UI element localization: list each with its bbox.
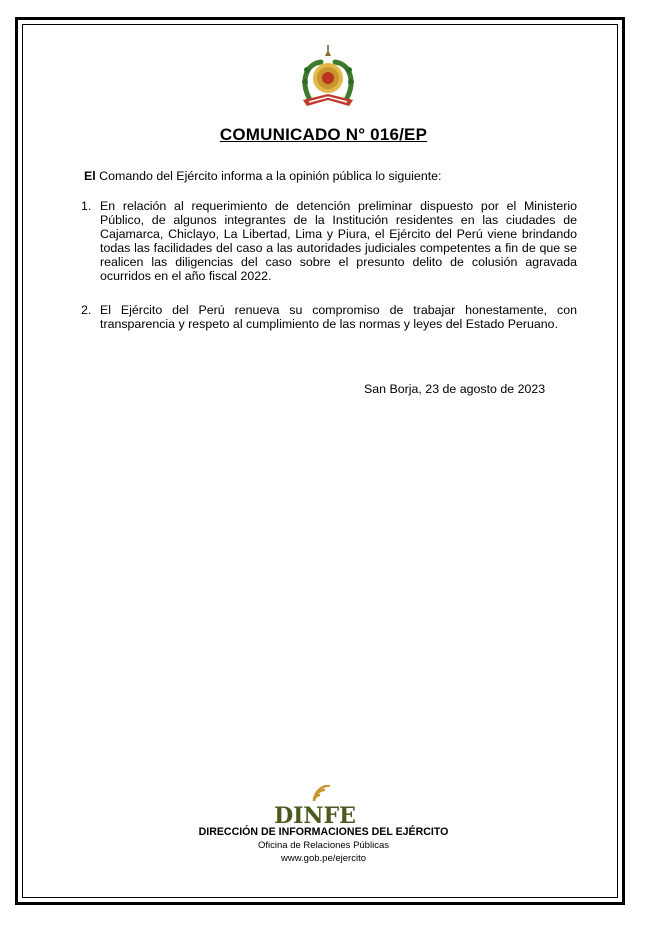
- list-item-number: 2.: [81, 303, 92, 317]
- organization-name: DIRECCIÓN DE INFORMACIONES DEL EJÉRCITO: [198, 826, 449, 838]
- intro-text: Comando del Ejército informa a la opinión pública lo siguiente:: [95, 169, 442, 183]
- date-line: San Borja, 23 de agosto de 2023: [364, 382, 546, 396]
- office-name: Oficina de Relaciones Públicas: [258, 840, 389, 851]
- list-item-text: El Ejército del Perú renueva su compromiso de trabajar honestamente, con transparencia y respeto al cumplimiento de las normas y leyes del Estado Peruano.: [100, 303, 577, 331]
- intro-paragraph: [84, 169, 441, 183]
- numbered-list: [81, 199, 577, 351]
- list-item-text: En relación al requerimiento de detención preliminar dispuesto por el Ministerio Público, de algunos integrantes de la Institución residentes en las ciudades de Cajamarca, Chiclayo, La Libertad, Lima y Piura, el Ejército del Perú viene brindando todas las facilidades del caso a las autoridades judiciales competentes a fin de que se realicen las diligencias del caso sobre el presunto delito de colusión agravada ocurridos en el año fiscal 2022.: [100, 199, 577, 283]
- website-text: www.gob.pe/ejercito: [280, 853, 367, 864]
- coat-of-arms-emblem: [293, 42, 363, 112]
- list-item: [81, 199, 577, 283]
- document-title: COMUNICADO N° 016/EP: [219, 125, 428, 144]
- intro-first-word: El: [84, 169, 96, 183]
- page-border-inner: [22, 24, 618, 898]
- dinfe-logo: [270, 785, 360, 827]
- dinfe-logo-text: DINFE: [274, 803, 356, 827]
- list-item: [81, 303, 577, 331]
- list-item-number: 1.: [81, 199, 92, 213]
